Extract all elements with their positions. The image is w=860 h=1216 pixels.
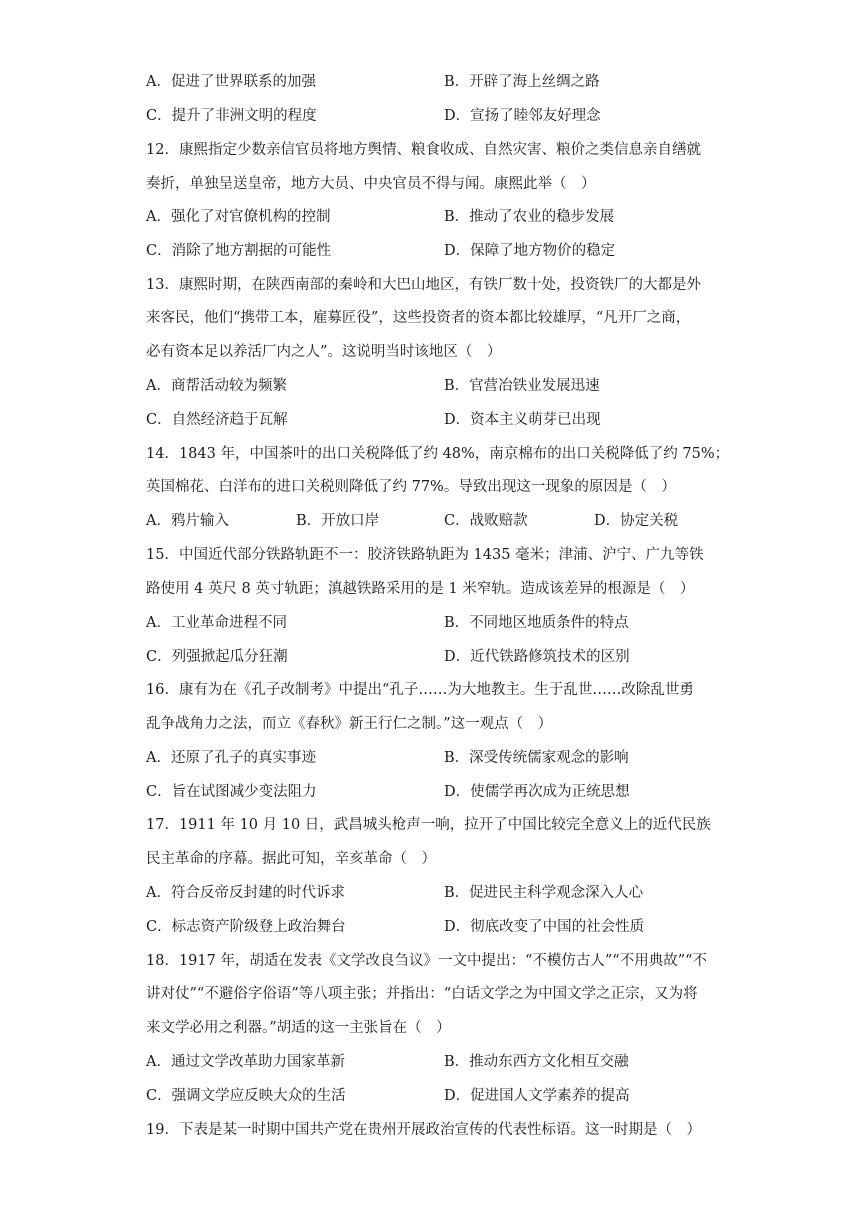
q17-stem-line-2: 民主革命的序幕。据此可知，辛亥革命（ ） bbox=[146, 851, 436, 867]
q13-stem-line-3: 必有资本足以养活厂内之人”。这说明当时该地区（ ） bbox=[146, 344, 502, 360]
q14-option-b[interactable]: B．开放口岸 bbox=[296, 513, 380, 529]
q12-stem-line-1: 12．康熙指定少数亲信官员将地方舆情、粮食收成、自然灾害、粮价之类信息亲自缮就 bbox=[146, 142, 701, 158]
q15-option-d[interactable]: D．近代铁路修筑技术的区别 bbox=[444, 649, 630, 665]
q13-stem-line-2: 来客民，他们“携带工本，雇募匠役”，这些投资者的资本都比较雄厚，“凡开厂之商， bbox=[146, 310, 691, 326]
q11-option-b[interactable]: B．开辟了海上丝绸之路 bbox=[444, 74, 600, 90]
q12-option-a[interactable]: A．强化了对官僚机构的控制 bbox=[146, 209, 331, 225]
q17-option-a[interactable]: A．符合反帝反封建的时代诉求 bbox=[146, 885, 345, 901]
q14-option-d[interactable]: D．协定关税 bbox=[594, 513, 679, 529]
q16-option-b[interactable]: B．深受传统儒家观念的影响 bbox=[444, 750, 629, 766]
q15-stem-line-1: 15．中国近代部分铁路轨距不一：胶济铁路轨距为 1435 毫米；津浦、沪宁、广九等铁 bbox=[146, 547, 704, 563]
q15-option-a[interactable]: A．工业革命进程不同 bbox=[146, 615, 287, 631]
q12-option-c[interactable]: C．消除了地方割据的可能性 bbox=[146, 243, 332, 259]
q16-stem-line-2: 乱争战角力之法，而立《春秋》新王行仁之制。”这一观点（ ） bbox=[146, 716, 553, 732]
q13-stem-line-1: 13．康熙时期，在陕西南部的秦岭和大巴山地区，有铁厂数十处，投资铁厂的大都是外 bbox=[146, 277, 701, 293]
q18-option-a[interactable]: A．通过文学改革助力国家革新 bbox=[146, 1054, 345, 1070]
q17-option-c[interactable]: C．标志资产阶级登上政治舞台 bbox=[146, 919, 346, 935]
q12-option-d[interactable]: D．保障了地方物价的稳定 bbox=[444, 243, 616, 259]
q19-stem-line-1: 19．下表是某一时期中国共产党在贵州开展政治宣传的代表性标语。这一时期是（ ） bbox=[146, 1122, 701, 1138]
q18-option-d[interactable]: D．促进国人文学素养的提高 bbox=[444, 1088, 630, 1104]
q15-option-b[interactable]: B．不同地区地质条件的特点 bbox=[444, 615, 629, 631]
q16-option-d[interactable]: D．使儒学再次成为正统思想 bbox=[444, 784, 630, 800]
q18-option-b[interactable]: B．推动东西方文化相互交融 bbox=[444, 1054, 629, 1070]
q11-option-a[interactable]: A．促进了世界联系的加强 bbox=[146, 74, 316, 90]
q11-option-c[interactable]: C．提升了非洲文明的程度 bbox=[146, 108, 317, 124]
q13-option-d[interactable]: D．资本主义萌芽已出现 bbox=[444, 412, 601, 428]
q18-stem-line-1: 18．1917 年，胡适在发表《文学改良刍议》一文中提出：“不模仿古人”“不用典故”“不 bbox=[146, 953, 708, 969]
q15-option-c[interactable]: C．列强掀起瓜分狂潮 bbox=[146, 649, 288, 665]
q11-option-d[interactable]: D．宣扬了睦邻友好理念 bbox=[444, 108, 601, 124]
q17-option-b[interactable]: B．促进民主科学观念深入人心 bbox=[444, 885, 644, 901]
q16-stem-line-1: 16．康有为在《孔子改制考》中提出“孔子……为大地教主。生于乱世……改除乱世勇 bbox=[146, 682, 694, 698]
q18-stem-line-2: 讲对仗”“不避俗字俗语”等八项主张；并指出：“白话文学之为中国文学之正宗，又为将 bbox=[146, 986, 698, 1002]
q12-stem-line-2: 奏折，单独呈送皇帝，地方大员、中央官员不得与闻。康熙此举（ ） bbox=[146, 176, 596, 192]
q14-option-c[interactable]: C．战败赔款 bbox=[444, 513, 528, 529]
q14-stem-line-2: 英国棉花、白洋布的进口关税则降低了约 77%。导致出现这一现象的原因是（ ） bbox=[146, 479, 676, 495]
q18-option-c[interactable]: C．强调文学应反映大众的生活 bbox=[146, 1088, 346, 1104]
q17-stem-line-1: 17．1911 年 10 月 10 日，武昌城头枪声一响，拉开了中国比较完全意义上的近代民族 bbox=[146, 817, 711, 833]
q13-option-a[interactable]: A．商帮活动较为频繁 bbox=[146, 378, 287, 394]
q16-option-c[interactable]: C．旨在试图减少变法阻力 bbox=[146, 784, 317, 800]
q14-stem-line-1: 14．1843 年，中国茶叶的出口关税降低了约 48%，南京棉布的出口关税降低了约 75%； bbox=[146, 446, 730, 462]
q15-stem-line-2: 路使用 4 英尺 8 英寸轨距；滇越铁路采用的是 1 米窄轨。造成该差异的根源是（ ） bbox=[146, 581, 695, 597]
q16-option-a[interactable]: A．还原了孔子的真实事迹 bbox=[146, 750, 316, 766]
q17-option-d[interactable]: D．彻底改变了中国的社会性质 bbox=[444, 919, 645, 935]
q18-stem-line-3: 来文学必用之利器。”胡适的这一主张旨在（ ） bbox=[146, 1020, 451, 1036]
q14-option-a[interactable]: A．鸦片输入 bbox=[146, 513, 229, 529]
q12-option-b[interactable]: B．推动了农业的稳步发展 bbox=[444, 209, 615, 225]
q13-option-b[interactable]: B．官营冶铁业发展迅速 bbox=[444, 378, 600, 394]
q13-option-c[interactable]: C．自然经济趋于瓦解 bbox=[146, 412, 288, 428]
